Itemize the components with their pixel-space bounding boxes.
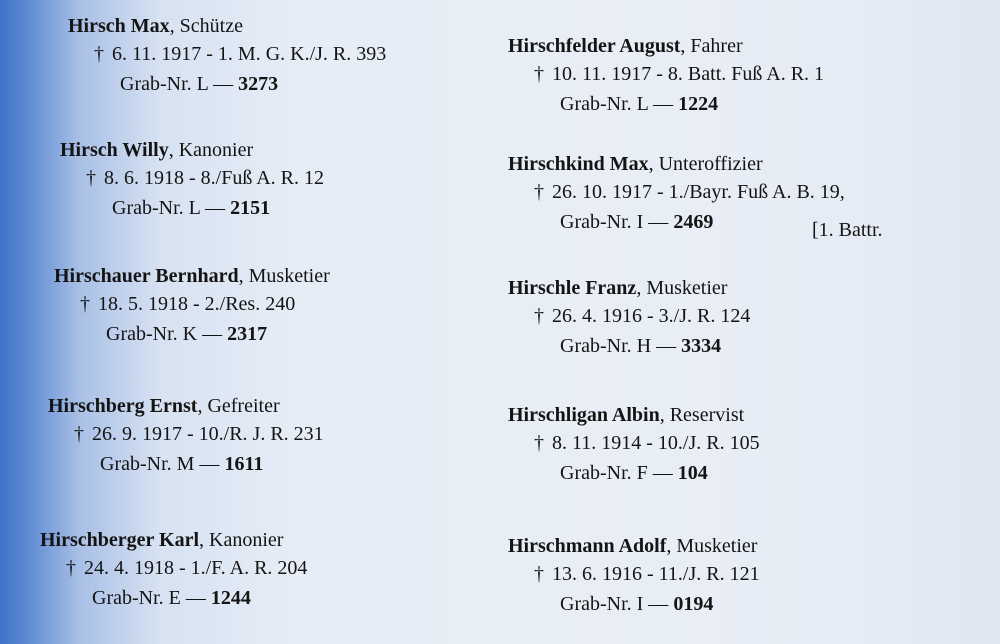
cross-symbol: † — [534, 432, 544, 454]
entry-rank: Kanonier — [209, 529, 284, 551]
grave-number: 2469 — [673, 211, 714, 233]
entry-death: 8. 11. 1914 - 10./J. R. 105 — [552, 432, 760, 454]
entry-death: 26. 10. 1917 - 1./Bayr. Fuß A. B. 19, — [552, 181, 845, 203]
entry-hirschberger-karl: Hirschberger Karl, Kanonier † 24. 4. 1918 - 1./F. A. R. 204 Grab-Nr. E — 1244 — [40, 529, 308, 609]
entry-hirschkind-max: Hirschkind Max, Unteroffizier † 26. 10. 1917 - 1./Bayr. Fuß A. B. 19, Grab-Nr. I — 2469 — [508, 153, 845, 233]
grave-prefix: Grab-Nr. M — — [100, 453, 220, 475]
entry-name: Hirschberg Ernst — [48, 395, 198, 417]
entry-name: Hirschauer Bernhard — [54, 265, 239, 287]
entry-hirschle-franz: Hirschle Franz, Musketier † 26. 4. 1916 - 3./J. R. 124 Grab-Nr. H — 3334 — [508, 277, 751, 357]
entry-hirschberg-ernst: Hirschberg Ernst, Gefreiter † 26. 9. 1917 - 10./R. J. R. 231 Grab-Nr. M — 1611 — [48, 395, 324, 475]
entry-hirschauer-bernhard: Hirschauer Bernhard, Musketier † 18. 5. 1918 - 2./Res. 240 Grab-Nr. K — 2317 — [54, 265, 330, 345]
entry-death: 26. 9. 1917 - 10./R. J. R. 231 — [92, 423, 324, 445]
entry-rank: Unteroffizier — [658, 153, 763, 175]
grave-prefix: Grab-Nr. H — — [560, 335, 677, 357]
continuation-note: [1. Battr. — [812, 219, 883, 241]
grave-prefix: Grab-Nr. L — — [120, 73, 234, 95]
grave-prefix: Grab-Nr. F — — [560, 462, 673, 484]
grave-number: 2151 — [230, 197, 271, 219]
grave-number: 1224 — [678, 93, 719, 115]
entry-name: Hirschle Franz — [508, 277, 637, 299]
entry-death: 26. 4. 1916 - 3./J. R. 124 — [552, 305, 751, 327]
cross-symbol: † — [534, 63, 544, 85]
entry-death: 6. 11. 1917 - 1. M. G. K./J. R. 393 — [112, 43, 387, 65]
entry-hirsch-max: Hirsch Max, Schütze † 6. 11. 1917 - 1. M. G. K./J. R. 393 Grab-Nr. L — 3273 — [68, 15, 387, 95]
cross-symbol: † — [534, 563, 544, 585]
cross-symbol: † — [534, 305, 544, 327]
entry-name: Hirsch Max — [68, 15, 170, 37]
entry-name: Hirsch Willy — [60, 139, 169, 161]
grave-number: 1611 — [224, 453, 264, 475]
grave-number: 104 — [677, 462, 708, 484]
entry-rank: Musketier — [646, 277, 728, 299]
entry-rank: Gefreiter — [207, 395, 280, 417]
cross-symbol: † — [74, 423, 84, 445]
entry-death: 18. 5. 1918 - 2./Res. 240 — [98, 293, 296, 315]
entry-rank: Musketier — [676, 535, 758, 557]
entry-rank: Musketier — [248, 265, 330, 287]
entry-hirschligan-albin: Hirschligan Albin, Reservist † 8. 11. 1914 - 10./J. R. 105 Grab-Nr. F — 104 — [508, 404, 760, 484]
cross-symbol: † — [80, 293, 90, 315]
entry-hirschfelder-august: Hirschfelder August, Fahrer † 10. 11. 1917 - 8. Batt. Fuß A. R. 1 Grab-Nr. L — 1224 — [508, 35, 825, 115]
entry-rank: Schütze — [179, 15, 243, 37]
grave-prefix: Grab-Nr. L — — [560, 93, 674, 115]
grave-prefix: Grab-Nr. I — — [560, 593, 669, 615]
grave-prefix: Grab-Nr. I — — [560, 211, 669, 233]
cross-symbol: † — [94, 43, 104, 65]
grave-number: 3273 — [238, 73, 279, 95]
entry-death: 10. 11. 1917 - 8. Batt. Fuß A. R. 1 — [552, 63, 825, 85]
entry-name: Hirschkind Max — [508, 153, 649, 175]
entry-rank: Reservist — [669, 404, 745, 426]
cross-symbol: † — [66, 557, 76, 579]
grave-number: 2317 — [227, 323, 268, 345]
entry-name: Hirschberger Karl — [40, 529, 200, 551]
grave-prefix: Grab-Nr. L — — [112, 197, 226, 219]
entry-name: Hirschmann Adolf — [508, 535, 667, 557]
grave-prefix: Grab-Nr. E — — [92, 587, 206, 609]
entry-death: 13. 6. 1916 - 11./J. R. 121 — [552, 563, 760, 585]
entry-hirsch-willy: Hirsch Willy, Kanonier † 8. 6. 1918 - 8./Fuß A. R. 12 Grab-Nr. L — 2151 — [60, 139, 325, 219]
grave-number: 3334 — [681, 335, 722, 357]
entry-name: Hirschfelder August — [508, 35, 681, 57]
cross-symbol: † — [534, 181, 544, 203]
entry-death: 24. 4. 1918 - 1./F. A. R. 204 — [84, 557, 308, 579]
entry-rank: Fahrer — [690, 35, 743, 57]
entry-hirschmann-adolf: Hirschmann Adolf, Musketier † 13. 6. 1916 - 11./J. R. 121 Grab-Nr. I — 0194 — [508, 535, 760, 615]
entry-name: Hirschligan Albin — [508, 404, 660, 426]
cross-symbol: † — [86, 167, 96, 189]
grave-number: 0194 — [673, 593, 714, 615]
entry-death: 8. 6. 1918 - 8./Fuß A. R. 12 — [104, 167, 325, 189]
entry-rank: Kanonier — [178, 139, 254, 161]
grave-number: 1244 — [210, 587, 251, 609]
grave-prefix: Grab-Nr. K — — [106, 323, 223, 345]
